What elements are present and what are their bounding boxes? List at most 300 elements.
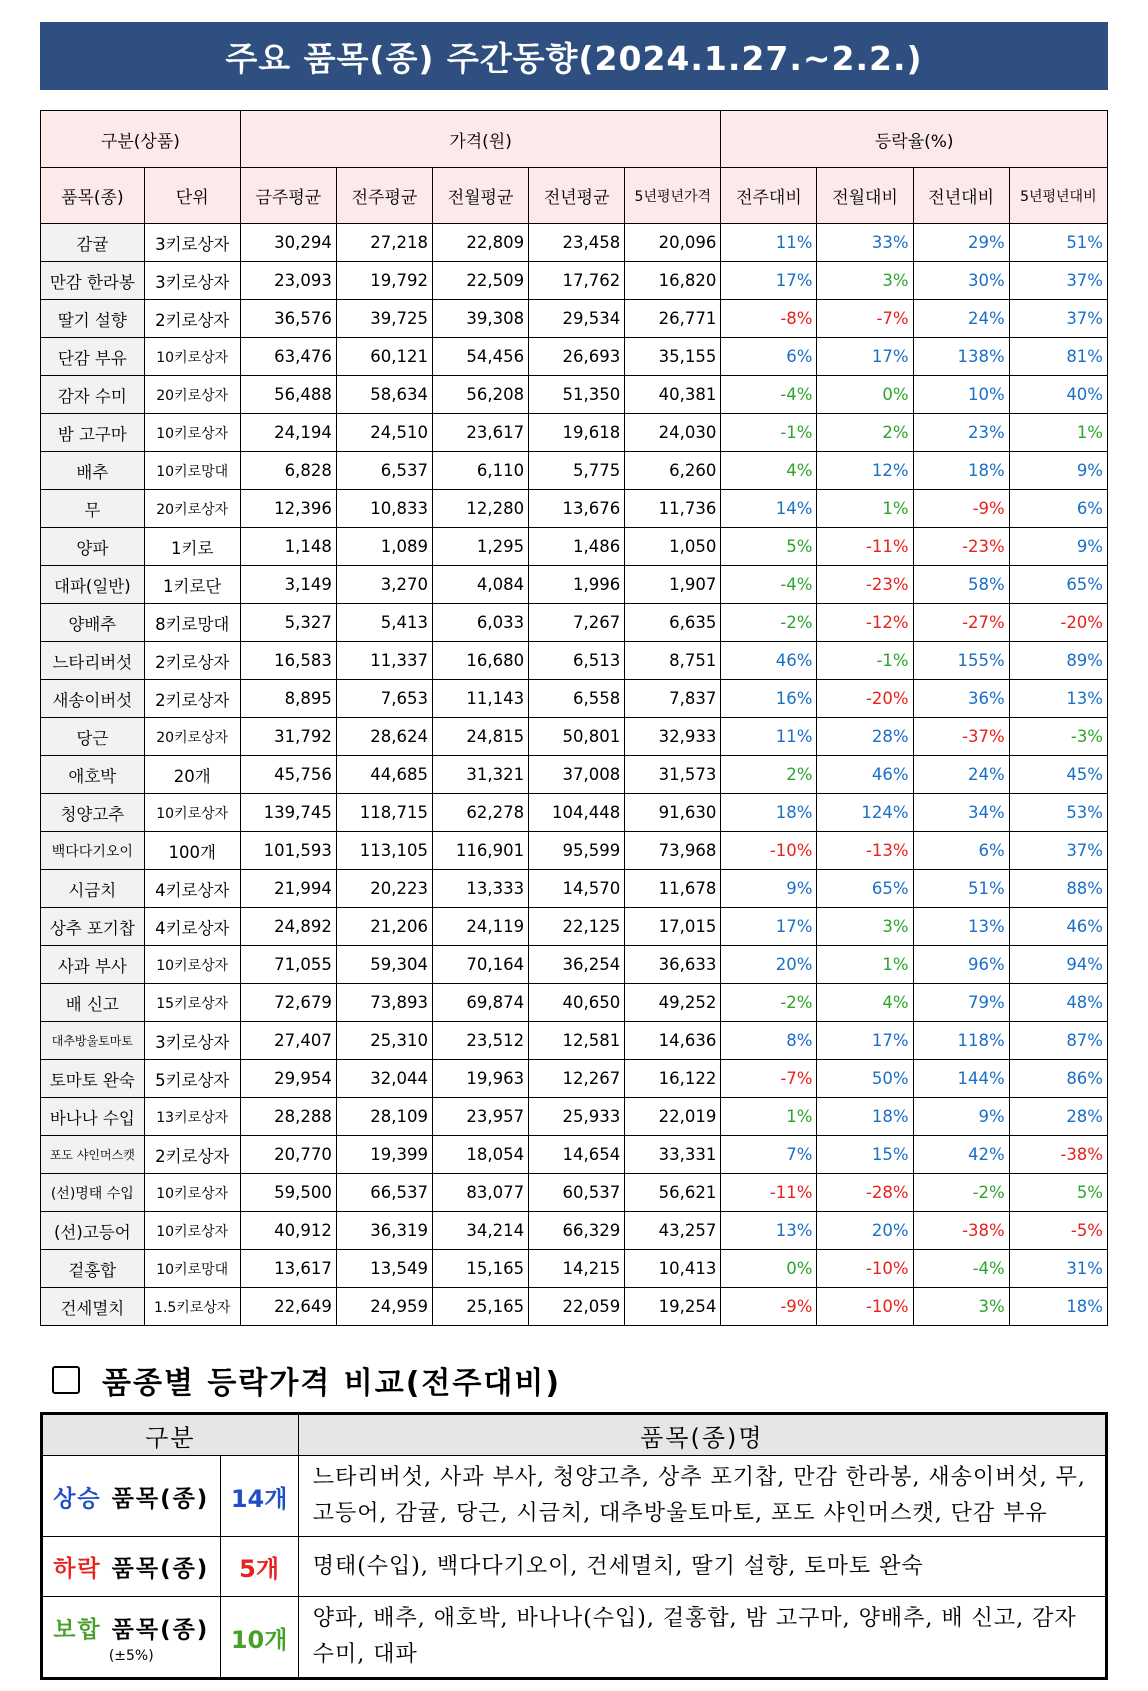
item-name: 바나나 수입 (41, 1098, 145, 1136)
price-cell: 13,333 (433, 870, 529, 908)
price-cell: 66,537 (336, 1174, 432, 1212)
rate-cell: 36% (913, 680, 1009, 718)
rate-cell: -23% (913, 528, 1009, 566)
rate-cell: 3% (817, 908, 913, 946)
price-cell: 59,304 (336, 946, 432, 984)
rate-cell: 155% (913, 642, 1009, 680)
item-name: 백다다기오이 (41, 832, 145, 870)
price-trend-table (40, 110, 1108, 1326)
price-cell: 22,509 (433, 262, 529, 300)
price-cell: 73,968 (625, 832, 721, 870)
price-cell: 36,319 (336, 1212, 432, 1250)
price-cell: 28,109 (336, 1098, 432, 1136)
rate-cell: 46% (817, 756, 913, 794)
rate-cell: 29% (913, 224, 1009, 262)
price-cell: 40,650 (529, 984, 625, 1022)
comparison-count: 10개 (220, 1597, 298, 1679)
rate-cell: 13% (913, 908, 1009, 946)
item-name: 상추 포기찹 (41, 908, 145, 946)
price-cell: 70,164 (433, 946, 529, 984)
price-cell: 31,573 (625, 756, 721, 794)
rate-cell: 118% (913, 1022, 1009, 1060)
price-cell: 6,635 (625, 604, 721, 642)
item-name: 감자 수미 (41, 376, 145, 414)
price-cell: 4,084 (433, 566, 529, 604)
table-row (41, 1288, 1108, 1326)
price-cell: 24,959 (336, 1288, 432, 1326)
price-cell: 19,618 (529, 414, 625, 452)
price-cell: 7,267 (529, 604, 625, 642)
price-cell: 30,294 (240, 224, 336, 262)
price-cell: 12,581 (529, 1022, 625, 1060)
item-name: 딸기 설향 (41, 300, 145, 338)
price-cell: 12,280 (433, 490, 529, 528)
rate-cell: 0% (817, 376, 913, 414)
item-unit: 4키로상자 (144, 870, 240, 908)
rate-cell: 37% (1009, 262, 1107, 300)
rate-cell: 2% (817, 414, 913, 452)
table-row (41, 718, 1108, 756)
rate-cell: -2% (913, 1174, 1009, 1212)
price-cell: 1,486 (529, 528, 625, 566)
price-cell: 91,630 (625, 794, 721, 832)
item-name: 새송이버섯 (41, 680, 145, 718)
price-cell: 20,223 (336, 870, 432, 908)
rate-cell: 96% (913, 946, 1009, 984)
rate-cell: 1% (817, 946, 913, 984)
comparison-count: 5개 (220, 1537, 298, 1597)
price-cell: 49,252 (625, 984, 721, 1022)
comparison-row (42, 1537, 1107, 1597)
item-name: 대파(일반) (41, 566, 145, 604)
item-unit: 2키로상자 (144, 1136, 240, 1174)
rate-cell: 11% (721, 224, 817, 262)
price-cell: 45,756 (240, 756, 336, 794)
price-cell: 26,693 (529, 338, 625, 376)
price-cell: 60,121 (336, 338, 432, 376)
price-cell: 19,963 (433, 1060, 529, 1098)
item-unit: 100개 (144, 832, 240, 870)
category-suffix: 품목(종) (101, 1485, 210, 1512)
rate-cell: 138% (913, 338, 1009, 376)
rate-cell: -3% (1009, 718, 1107, 756)
category-note: (±5%) (108, 1647, 154, 1664)
price-cell: 18,054 (433, 1136, 529, 1174)
rate-cell: 23% (913, 414, 1009, 452)
column-header: 전주대비 (721, 168, 817, 224)
price-cell: 24,510 (336, 414, 432, 452)
price-cell: 3,270 (336, 566, 432, 604)
rate-cell: -2% (721, 604, 817, 642)
price-cell: 60,537 (529, 1174, 625, 1212)
table-row (41, 452, 1108, 490)
rate-cell: -20% (817, 680, 913, 718)
price-cell: 5,327 (240, 604, 336, 642)
rate-cell: 14% (721, 490, 817, 528)
price-cell: 27,407 (240, 1022, 336, 1060)
rate-cell: -5% (1009, 1212, 1107, 1250)
price-cell: 14,636 (625, 1022, 721, 1060)
price-cell: 1,148 (240, 528, 336, 566)
rate-cell: 13% (1009, 680, 1107, 718)
item-name: 양파 (41, 528, 145, 566)
rate-cell: 1% (1009, 414, 1107, 452)
price-cell: 62,278 (433, 794, 529, 832)
rate-cell: 18% (721, 794, 817, 832)
category-keyword: 보합 (53, 1616, 102, 1643)
item-unit: 10키로망대 (144, 452, 240, 490)
price-cell: 37,008 (529, 756, 625, 794)
price-cell: 14,654 (529, 1136, 625, 1174)
price-cell: 19,254 (625, 1288, 721, 1326)
rate-cell: -23% (817, 566, 913, 604)
table-row (41, 414, 1108, 452)
item-unit: 1키로 (144, 528, 240, 566)
comparison-category (42, 1456, 221, 1537)
table-row (41, 338, 1108, 376)
price-cell: 95,599 (529, 832, 625, 870)
item-unit: 3키로상자 (144, 1022, 240, 1060)
rate-cell: 12% (817, 452, 913, 490)
page-title: 주요 품목(종) 주간동향(2024.1.27.~2.2.) (40, 22, 1108, 90)
price-cell: 6,558 (529, 680, 625, 718)
table-row (41, 984, 1108, 1022)
table-row (41, 870, 1108, 908)
price-cell: 7,653 (336, 680, 432, 718)
price-cell: 15,165 (433, 1250, 529, 1288)
rate-cell: 87% (1009, 1022, 1107, 1060)
price-cell: 6,828 (240, 452, 336, 490)
rate-cell: -38% (913, 1212, 1009, 1250)
price-cell: 36,633 (625, 946, 721, 984)
price-cell: 39,725 (336, 300, 432, 338)
price-cell: 20,770 (240, 1136, 336, 1174)
table-row (41, 490, 1108, 528)
price-cell: 139,745 (240, 794, 336, 832)
price-cell: 17,015 (625, 908, 721, 946)
item-unit: 10키로상자 (144, 338, 240, 376)
price-cell: 73,893 (336, 984, 432, 1022)
price-cell: 11,736 (625, 490, 721, 528)
category-keyword: 하락 (53, 1556, 102, 1582)
price-cell: 50,801 (529, 718, 625, 756)
rate-cell: 15% (817, 1136, 913, 1174)
comparison-table (40, 1412, 1108, 1680)
item-unit: 20키로상자 (144, 490, 240, 528)
item-name: 사과 부사 (41, 946, 145, 984)
item-unit: 2키로상자 (144, 680, 240, 718)
price-cell: 59,500 (240, 1174, 336, 1212)
item-name: 청양고추 (41, 794, 145, 832)
rate-cell: 9% (721, 870, 817, 908)
price-cell: 29,534 (529, 300, 625, 338)
rate-cell: 9% (913, 1098, 1009, 1136)
group-header-price: 가격(원) (240, 111, 721, 168)
price-cell: 23,512 (433, 1022, 529, 1060)
price-cell: 63,476 (240, 338, 336, 376)
rate-cell: 24% (913, 756, 1009, 794)
price-cell: 28,624 (336, 718, 432, 756)
rate-cell: 33% (817, 224, 913, 262)
comparison-row (42, 1456, 1107, 1537)
table-row (41, 566, 1108, 604)
item-name: 대추방울토마토 (41, 1022, 145, 1060)
price-cell: 23,617 (433, 414, 529, 452)
rate-cell: 6% (913, 832, 1009, 870)
rate-cell: -9% (721, 1288, 817, 1326)
rate-cell: -10% (817, 1250, 913, 1288)
comparison-items: 명태(수입), 백다다기오이, 건세멸치, 딸기 설향, 토마토 완숙 (298, 1537, 1106, 1597)
rate-cell: 10% (913, 376, 1009, 414)
rate-cell: 28% (817, 718, 913, 756)
item-name: 당근 (41, 718, 145, 756)
table-row (41, 1250, 1108, 1288)
table-row (41, 756, 1108, 794)
price-cell: 35,155 (625, 338, 721, 376)
price-cell: 24,194 (240, 414, 336, 452)
table-row (41, 680, 1108, 718)
rate-cell: -4% (913, 1250, 1009, 1288)
price-cell: 11,678 (625, 870, 721, 908)
rate-cell: 48% (1009, 984, 1107, 1022)
price-cell: 58,634 (336, 376, 432, 414)
price-cell: 12,396 (240, 490, 336, 528)
table-row (41, 262, 1108, 300)
item-name: 밤 고구마 (41, 414, 145, 452)
price-cell: 44,685 (336, 756, 432, 794)
price-cell: 6,110 (433, 452, 529, 490)
rate-cell: 0% (721, 1250, 817, 1288)
price-cell: 7,837 (625, 680, 721, 718)
price-cell: 20,096 (625, 224, 721, 262)
rate-cell: -27% (913, 604, 1009, 642)
price-cell: 8,751 (625, 642, 721, 680)
rate-cell: 20% (817, 1212, 913, 1250)
rate-cell: 8% (721, 1022, 817, 1060)
column-header: 전주평균 (336, 168, 432, 224)
rate-cell: 51% (1009, 224, 1107, 262)
table-row (41, 794, 1108, 832)
rate-cell: -38% (1009, 1136, 1107, 1174)
rate-cell: 79% (913, 984, 1009, 1022)
rate-cell: 31% (1009, 1250, 1107, 1288)
price-cell: 24,892 (240, 908, 336, 946)
rate-cell: 94% (1009, 946, 1107, 984)
price-cell: 56,208 (433, 376, 529, 414)
price-cell: 101,593 (240, 832, 336, 870)
price-cell: 11,143 (433, 680, 529, 718)
price-cell: 21,994 (240, 870, 336, 908)
price-cell: 23,093 (240, 262, 336, 300)
price-cell: 1,907 (625, 566, 721, 604)
item-name: 시금치 (41, 870, 145, 908)
table-row (41, 528, 1108, 566)
item-unit: 3키로상자 (144, 262, 240, 300)
rate-cell: -7% (721, 1060, 817, 1098)
rate-cell: 4% (721, 452, 817, 490)
item-unit: 5키로상자 (144, 1060, 240, 1098)
price-cell: 3,149 (240, 566, 336, 604)
table-row (41, 1098, 1108, 1136)
table-row (41, 1136, 1108, 1174)
price-cell: 34,214 (433, 1212, 529, 1250)
item-unit: 20개 (144, 756, 240, 794)
table-row (41, 946, 1108, 984)
rate-cell: 144% (913, 1060, 1009, 1098)
column-header: 5년평년대비 (1009, 168, 1107, 224)
rate-cell: -1% (721, 414, 817, 452)
column-header: 전년평균 (529, 168, 625, 224)
table-row (41, 224, 1108, 262)
rate-cell: 40% (1009, 376, 1107, 414)
price-cell: 40,912 (240, 1212, 336, 1250)
rate-cell: 18% (913, 452, 1009, 490)
table-row (41, 1174, 1108, 1212)
price-cell: 8,895 (240, 680, 336, 718)
column-header: 전월평균 (433, 168, 529, 224)
price-cell: 22,059 (529, 1288, 625, 1326)
price-cell: 14,570 (529, 870, 625, 908)
rate-cell: 17% (721, 908, 817, 946)
rate-cell: 37% (1009, 832, 1107, 870)
rate-cell: -11% (817, 528, 913, 566)
item-name: 양배추 (41, 604, 145, 642)
price-cell: 116,901 (433, 832, 529, 870)
price-cell: 11,337 (336, 642, 432, 680)
rate-cell: 51% (913, 870, 1009, 908)
item-name: 배 신고 (41, 984, 145, 1022)
comparison-items: 양파, 배추, 애호박, 바나나(수입), 겉홍합, 밤 고구마, 양배추, 배 신고, 감자 수미, 대파 (298, 1597, 1106, 1679)
rate-cell: 17% (817, 1022, 913, 1060)
table-row (41, 376, 1108, 414)
table-row (41, 832, 1108, 870)
checkbox-icon (52, 1366, 80, 1394)
rate-cell: 86% (1009, 1060, 1107, 1098)
comparison-row (42, 1597, 1107, 1679)
rate-cell: -37% (913, 718, 1009, 756)
item-unit: 8키로망대 (144, 604, 240, 642)
cmp-header-category: 구분 (42, 1414, 299, 1456)
price-cell: 6,513 (529, 642, 625, 680)
item-name: 만감 한라봉 (41, 262, 145, 300)
price-cell: 31,792 (240, 718, 336, 756)
rate-cell: -28% (817, 1174, 913, 1212)
table-row (41, 1212, 1108, 1250)
price-cell: 16,680 (433, 642, 529, 680)
price-cell: 6,033 (433, 604, 529, 642)
comparison-items: 느타리버섯, 사과 부사, 청양고추, 상추 포기찹, 만감 한라봉, 새송이버섯, 무, 고등어, 감귤, 당근, 시금치, 대추방울토마토, 포도 샤인머스캣, 단감 부유 (298, 1456, 1106, 1537)
price-cell: 104,448 (529, 794, 625, 832)
price-cell: 10,833 (336, 490, 432, 528)
rate-cell: -1% (817, 642, 913, 680)
price-cell: 32,044 (336, 1060, 432, 1098)
section-title-text: 품종별 등락가격 비교(전주대비) (102, 1366, 562, 1401)
price-cell: 16,820 (625, 262, 721, 300)
price-cell: 71,055 (240, 946, 336, 984)
item-unit: 10키로상자 (144, 1174, 240, 1212)
rate-cell: 81% (1009, 338, 1107, 376)
column-header: 단위 (144, 168, 240, 224)
price-cell: 40,381 (625, 376, 721, 414)
price-cell: 29,954 (240, 1060, 336, 1098)
cmp-header-items: 품목(종)명 (298, 1414, 1106, 1456)
table-row (41, 908, 1108, 946)
price-cell: 72,679 (240, 984, 336, 1022)
rate-cell: 17% (817, 338, 913, 376)
rate-cell: 18% (1009, 1288, 1107, 1326)
column-header: 전월대비 (817, 168, 913, 224)
price-cell: 1,089 (336, 528, 432, 566)
price-cell: 69,874 (433, 984, 529, 1022)
rate-cell: 3% (913, 1288, 1009, 1326)
comparison-section-title (52, 1358, 561, 1402)
item-unit: 15키로상자 (144, 984, 240, 1022)
rate-cell: 88% (1009, 870, 1107, 908)
price-cell: 25,933 (529, 1098, 625, 1136)
comparison-count: 14개 (220, 1456, 298, 1537)
rate-cell: 18% (817, 1098, 913, 1136)
rate-cell: 50% (817, 1060, 913, 1098)
group-header-category: 구분(상품) (41, 111, 241, 168)
price-cell: 43,257 (625, 1212, 721, 1250)
price-cell: 16,583 (240, 642, 336, 680)
price-cell: 6,260 (625, 452, 721, 490)
rate-cell: 4% (817, 984, 913, 1022)
rate-cell: 65% (1009, 566, 1107, 604)
item-name: 감귤 (41, 224, 145, 262)
item-unit: 2키로상자 (144, 642, 240, 680)
rate-cell: -13% (817, 832, 913, 870)
price-cell: 13,549 (336, 1250, 432, 1288)
item-name: 배추 (41, 452, 145, 490)
item-unit: 10키로상자 (144, 794, 240, 832)
rate-cell: 1% (721, 1098, 817, 1136)
price-cell: 24,815 (433, 718, 529, 756)
price-cell: 39,308 (433, 300, 529, 338)
rate-cell: 124% (817, 794, 913, 832)
price-cell: 118,715 (336, 794, 432, 832)
price-cell: 23,458 (529, 224, 625, 262)
price-cell: 56,488 (240, 376, 336, 414)
group-header-rate: 등락율(%) (721, 111, 1108, 168)
price-cell: 113,105 (336, 832, 432, 870)
price-cell: 28,288 (240, 1098, 336, 1136)
price-cell: 26,771 (625, 300, 721, 338)
price-cell: 33,331 (625, 1136, 721, 1174)
price-cell: 5,413 (336, 604, 432, 642)
rate-cell: -7% (817, 300, 913, 338)
item-unit: 20키로상자 (144, 376, 240, 414)
table-row (41, 604, 1108, 642)
item-unit: 1키로단 (144, 566, 240, 604)
rate-cell: 45% (1009, 756, 1107, 794)
item-unit: 4키로상자 (144, 908, 240, 946)
rate-cell: 42% (913, 1136, 1009, 1174)
price-cell: 31,321 (433, 756, 529, 794)
rate-cell: 3% (817, 262, 913, 300)
rate-cell: -10% (721, 832, 817, 870)
rate-cell: -12% (817, 604, 913, 642)
item-name: (선)고등어 (41, 1212, 145, 1250)
item-unit: 20키로상자 (144, 718, 240, 756)
rate-cell: 16% (721, 680, 817, 718)
rate-cell: 7% (721, 1136, 817, 1174)
price-cell: 56,621 (625, 1174, 721, 1212)
column-header: 전년대비 (913, 168, 1009, 224)
rate-cell: 46% (1009, 908, 1107, 946)
price-cell: 51,350 (529, 376, 625, 414)
item-name: (선)명태 수입 (41, 1174, 145, 1212)
